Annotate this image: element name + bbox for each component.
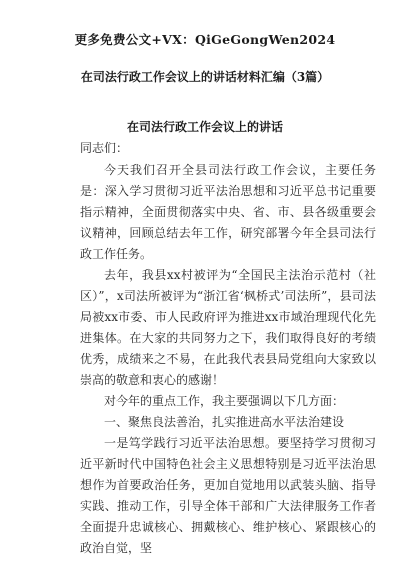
- salutation-block: [80, 138, 376, 159]
- section-title: 在司法行政工作会议上的讲话: [126, 120, 283, 134]
- heading-section-one: 一、聚焦良法善治，扎实推进高水平法治建设: [104, 415, 345, 429]
- document-title: 在司法行政工作会议上的讲话材料汇编（3篇）: [80, 70, 330, 84]
- promo-header: 更多免费公文+VX：QiGeGongWen2024: [74, 32, 336, 47]
- paragraph-achievements: 去年，我县xx村被评为“全国民主法治示范村（社区）”，x司法所被评为“浙江省‘枫桥式’司法所”，县司法局被xx市委、市人民政府评为推进xx市域治理现代化先进集体。在大家的共同努力之下，我们取得良好的考绩优秀，成绩来之不易，在此我代表县局党组向大家致以崇高的敬意和衷心的感谢！: [80, 268, 376, 387]
- paragraph-study-rule-of-law: 一是笃学践行习近平法治思想。要坚持学习贯彻习近平新时代中国特色社会主义思想特别是习近平法治思想作为首要政治任务，更加自觉地用以武装头脑、指导实践、推动工作，引导全体干部和广大法律服务工作者全面提升忠诚核心、拥戴核心、维护核心、紧跟核心的政治自觉，坚: [80, 436, 376, 555]
- body-text: [80, 160, 376, 559]
- salutation: 同志们：: [80, 141, 129, 155]
- paragraph-intro: 今天我们召开全县司法行政工作会议，主要任务是：深入学习贯彻习近平法治思想和习近平总书记重要指示精神，全面贯彻落实中央、省、市、县各级重要会议精神，回顾总结去年工作，研究部署今年全县司法行政工作任务。: [80, 163, 376, 261]
- paragraph-priorities: 对今年的重点工作，我主要强调以下几方面：: [104, 394, 345, 408]
